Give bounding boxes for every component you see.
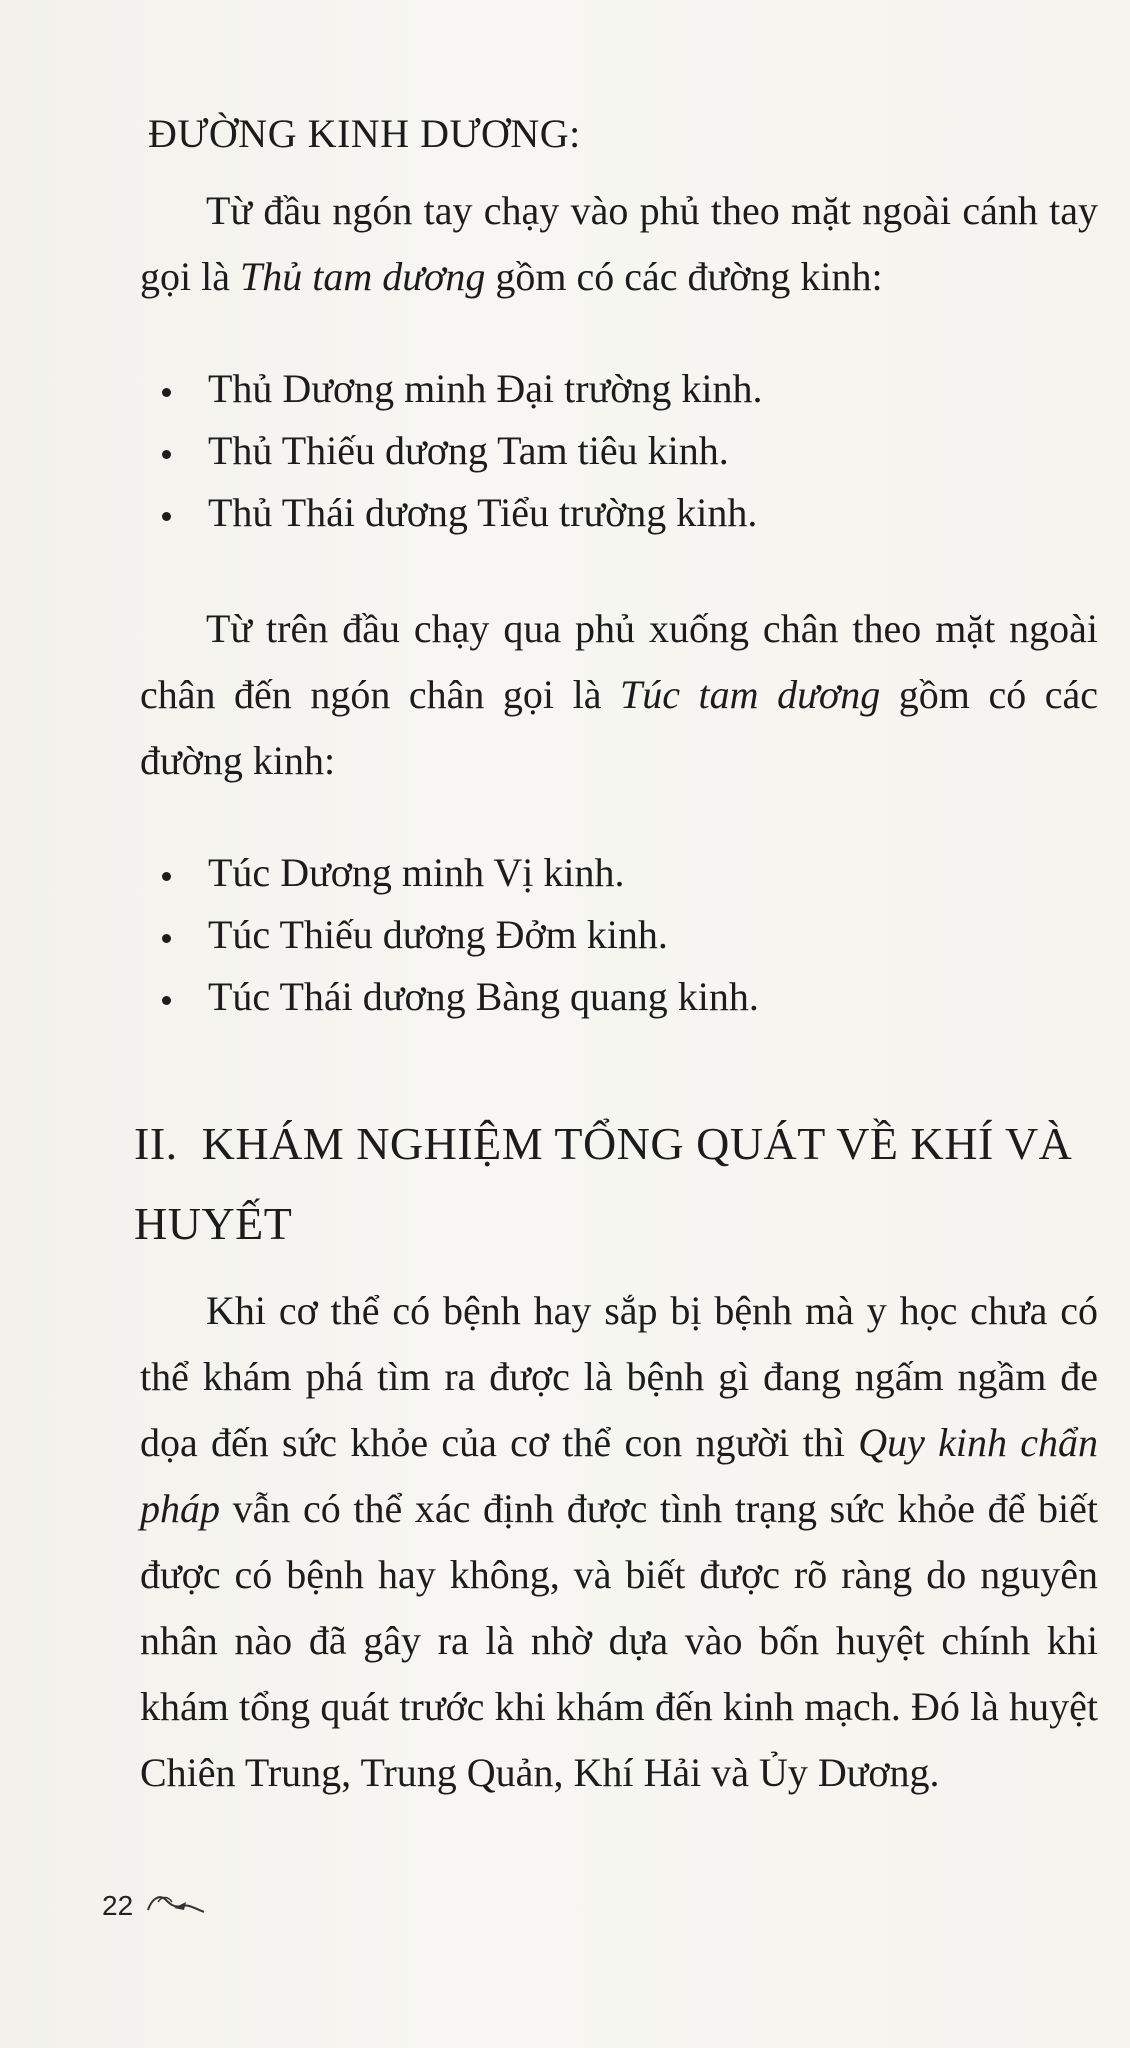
page-ornament-icon [144, 1888, 208, 1922]
list-item: Túc Thiếu dương Đởm kinh. [152, 904, 759, 966]
italic-term: Quy kinh chẩn pháp [140, 1420, 1099, 1531]
list-tuc-tam-duong [152, 842, 759, 1028]
paragraph-tuc-tam-duong: Từ trên đầu chạy qua phủ xuống chân theo mặt ngoài chân đến ngón chân gọi là Túc tam dương gồm có các đường kinh: [140, 606, 1098, 783]
bullet-icon [162, 450, 171, 459]
list-item: Thủ Thái dương Tiểu trường kinh. [152, 482, 763, 544]
list-item: Thủ Dương minh Đại trường kinh. [152, 358, 763, 420]
italic-term: Túc tam dương [620, 672, 881, 717]
subheading: ĐƯỜNG KINH DƯƠNG: [148, 111, 581, 156]
list-thu-tam-duong [152, 358, 763, 544]
section-number: II. [134, 1118, 178, 1169]
list-item: Túc Thái dương Bàng quang kinh. [152, 966, 759, 1028]
bullet-icon [162, 872, 171, 881]
list-item: Túc Dương minh Vị kinh. [152, 842, 759, 904]
bullet-icon [162, 512, 171, 521]
bullet-icon [162, 934, 171, 943]
section-title-text: KHÁM NGHIỆM TỔNG QUÁT VỀ KHÍ VÀ HUYẾT [134, 1118, 1073, 1249]
list-item: Thủ Thiếu dương Tam tiêu kinh. [152, 420, 763, 482]
bullet-icon [162, 996, 171, 1005]
page-number: 22 [102, 1890, 134, 1921]
italic-term: Thủ tam dương [239, 254, 486, 299]
bullet-icon [162, 388, 171, 397]
section-heading [134, 1104, 1094, 1264]
paragraph-kham-nghiem: Khi cơ thể có bệnh hay sắp bị bệnh mà y học chưa có thể khám phá tìm ra được là bệnh gì đang ngấm ngầm đe dọa đến sức khỏe của cơ thể con người thì Quy kinh chẩn pháp vẫn có thể xác định được tình trạng sức khỏe để biết được có bệnh hay không, và biết được rõ ràng do nguyên nhân nào đã gây ra là nhờ dựa vào bốn huyệt chính khi khám tổng quát trước khi khám đến kinh mạch. Đó là huyệt Chiên Trung, Trung Quản, Khí Hải và Ủy Dương. [140, 1288, 1099, 1795]
paragraph-thu-tam-duong: Từ đầu ngón tay chạy vào phủ theo mặt ngoài cánh tay gọi là Thủ tam dương gồm có các đường kinh: [140, 188, 1098, 299]
